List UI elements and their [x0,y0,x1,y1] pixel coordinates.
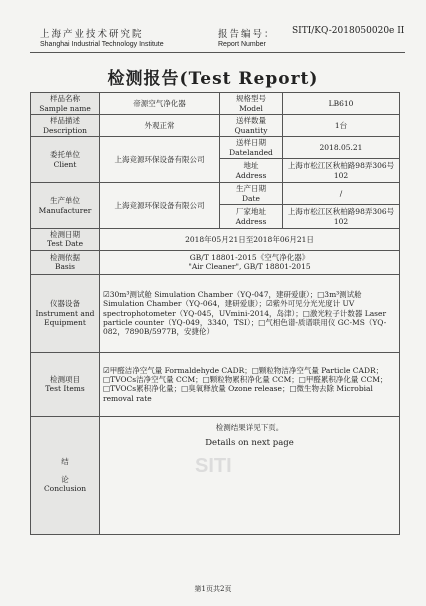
model-value: LB610 [283,93,400,115]
institute-name-en: Shanghai Industrial Technology Institute [40,41,164,48]
page-footer: 第1页共2页 [194,585,232,593]
report-number-label-cn: 报告编号： [218,29,276,40]
factory-address-label: 厂家地址 Address [220,205,283,229]
row-description [31,115,400,137]
row-manufacturer-date [31,183,400,205]
date-landed-label: 送样日期 Datelanded [220,137,283,159]
client-label: 委托单位 Client [31,137,100,183]
production-date-value: / [283,183,400,205]
report-header [0,0,426,60]
institute-name-cn: 上海产业技术研究院 [40,29,144,40]
manufacturer-label: 生产单位 Manufacturer [31,183,100,229]
row-basis [31,250,400,274]
test-items-value: ☑甲醛洁净空气量 Formaldehyde CADR；□颗粒物洁净空气量 Particle CADR；□TVOCs洁净空气量 CCM；□颗粒物累积净化量 CCM；□甲醛累积净化量 CCM；□TVOCs累积净化量；□臭氧释放量 Ozone release；□微生物去除 Microbial removal rate [100,352,400,416]
basis-label: 检测依据 Basis [31,250,100,274]
client-address-label: 地址 Address [220,159,283,183]
sample-name-label: 样品名称 Sample name [31,93,100,115]
instrument-value: ☑30m³测试舱 Simulation Chamber（YQ-047，建研爱康）；□3m³测试舱 Simulation Chamber（YQ-064，建研爱康）；☑紫外可见分光光度计 UV spectrophotometer（YQ-045，UVmini-2014，岛津）；□激光粒子计数器 Laser particle counter（YQ-049，3340，TSI）；□气相色谱-质谱联用仪 GC-MS（YQ-082，7890B/5977B，安捷伦） [100,274,400,352]
row-instrument [31,274,400,352]
test-date-value: 2018年05月21日至2018年06月21日 [100,229,400,251]
header-divider [30,52,405,53]
description-label: 样品描述 Description [31,115,100,137]
model-label: 规格型号 Model [220,93,283,115]
watermark-siti: SITI [195,455,232,477]
quantity-label: 送样数量 Quantity [220,115,283,137]
row-sample-name [31,93,400,115]
basis-value: GB/T 18801-2015《空气净化器》 "Air Cleaner", GB/T 18801-2015 [100,250,400,274]
test-date-label: 检测日期 Test Date [31,229,100,251]
date-landed-value: 2018.05.21 [283,137,400,159]
production-date-label: 生产日期 Date [220,183,283,205]
manufacturer-value: 上海竞源环保设备有限公司 [100,183,220,229]
test-items-label: 检测项目 Test Items [31,352,100,416]
page-title: 检测报告(Test Report) [107,69,319,89]
row-client-date [31,137,400,159]
report-number-label-en: Report Number [218,41,266,48]
client-value: 上海竞源环保设备有限公司 [100,137,220,183]
row-test-items [31,352,400,416]
report-number-value: SITI/KQ-2018050020e II [292,26,405,36]
sample-name-value: 帝源空气净化器 [100,93,220,115]
description-value: 外观正常 [100,115,220,137]
quantity-value: 1台 [283,115,400,137]
conclusion-label: 结 论 Conclusion [31,416,100,534]
row-test-date [31,229,400,251]
instrument-label: 仪器设备 Instrument and Equipment [31,274,100,352]
factory-address-value: 上海市松江区秋柏路98弄306号102 [283,205,400,229]
client-address-value: 上海市松江区秋柏路98弄306号102 [283,159,400,183]
conclusion-value: 检测结果详见下页。 Details on next page [100,416,400,534]
